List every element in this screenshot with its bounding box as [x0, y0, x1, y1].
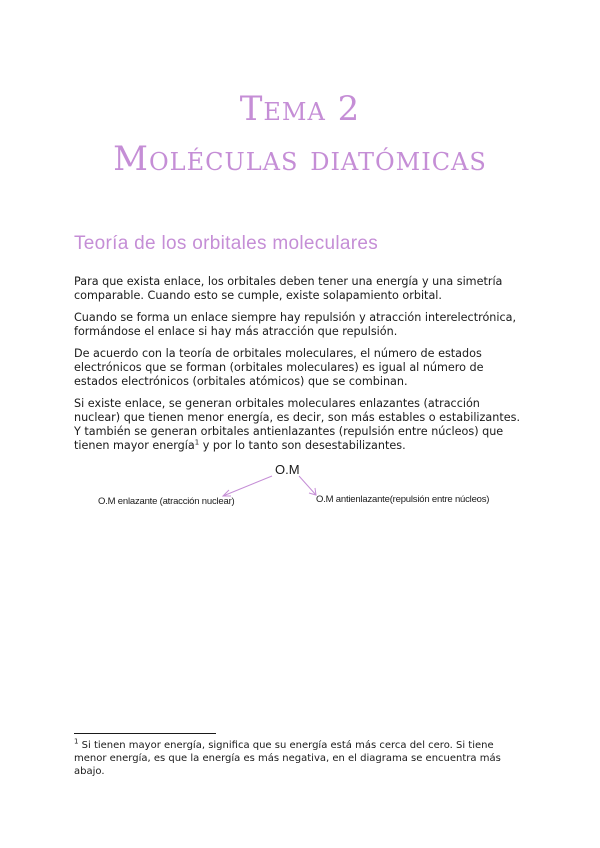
diagram-top-label: O.M — [275, 462, 300, 477]
paragraph-4-main: Si existe enlace, se generan orbitales moleculares enlazantes (atracción nuclear) que tienen menor energía, es decir, son más estables o estabilizantes. Y también se generan orbitales antienlazantes (repulsión entre núcleos) que tienen mayor energía — [74, 397, 521, 452]
paragraph-3-text: De acuerdo con la teoría de orbitales moleculares, el número de estados electrónicos que se forman (orbitales moleculares) es igual al número de estados electrónicos (orbitales atómicos) que se combinan. — [74, 347, 484, 388]
footnote-text: Si tienen mayor energía, significa que su energía está más cerca del cero. Si tiene menor energía, es que la energía es más negativa, en el diagrama se encuentra más abajo. — [74, 740, 501, 777]
diagram-left-label: O.M enlazante (atracción nuclear) — [98, 496, 235, 507]
paragraph-1-text: Para que exista enlace, los orbitales deben tener una energía y una simetría comparable. Cuando esto se cumple, existe solapamiento orbital. — [74, 275, 503, 302]
paragraph-2 — [74, 311, 529, 339]
arrow-left-line — [223, 476, 272, 496]
paragraph-4 — [74, 397, 529, 453]
document-title — [0, 84, 600, 184]
arrow-right-line — [299, 476, 316, 495]
paragraph-1 — [74, 275, 529, 303]
footnote — [74, 739, 529, 778]
title-line-1: Tema 2 — [239, 89, 361, 129]
orbital-diagram — [0, 458, 600, 518]
title-line-2: Moléculas diatómicas — [113, 139, 487, 179]
paragraph-4-end: y por lo tanto son desestabilizantes. — [199, 439, 406, 452]
diagram-arrows — [0, 458, 600, 518]
footnote-divider — [74, 733, 216, 734]
paragraph-3 — [74, 347, 529, 389]
paragraph-4-text — [74, 397, 529, 453]
paragraph-2-text: Cuando se forma un enlace siempre hay repulsión y atracción interelectrónica, formándose el enlace si hay más atracción que repulsión. — [74, 311, 517, 338]
footnote-reference: 1 — [194, 438, 200, 447]
diagram-right-label: O.M antienlazante(repulsión entre núcleos) — [316, 494, 490, 505]
footnote-marker: 1 — [74, 737, 79, 746]
section-heading: Teoría de los orbitales moleculares — [74, 233, 379, 254]
